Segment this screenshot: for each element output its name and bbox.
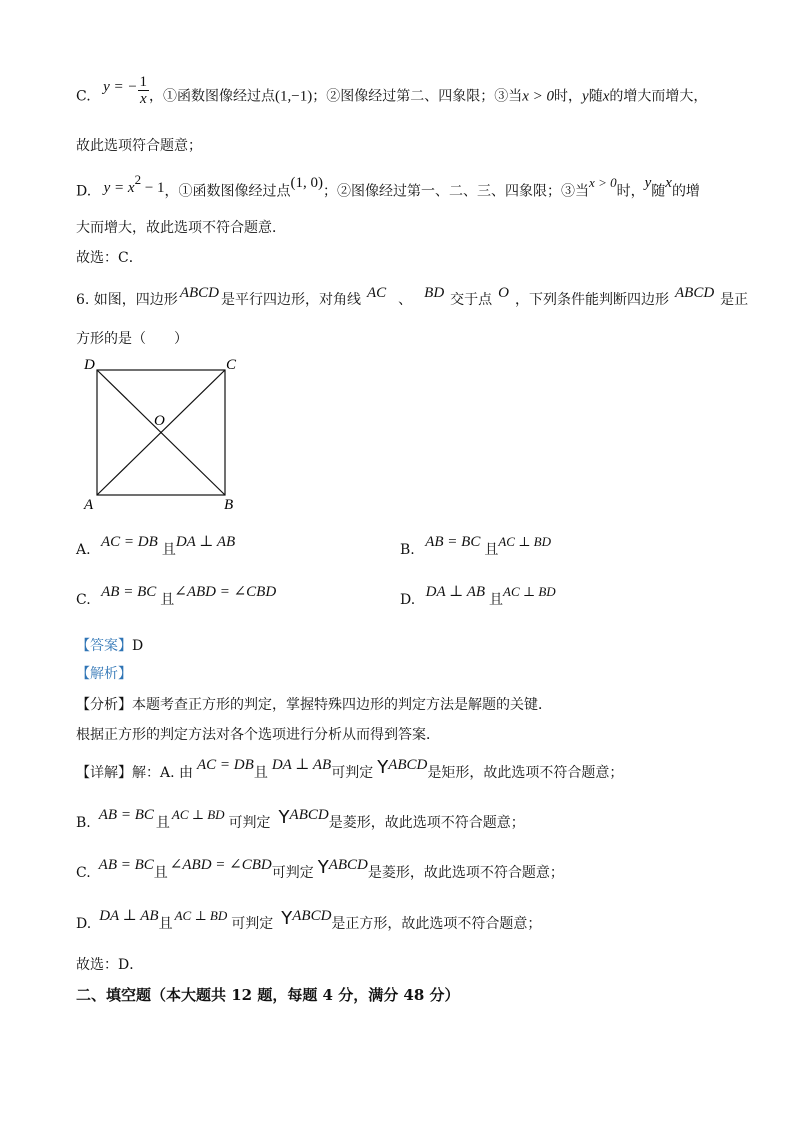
text: ；②图像经过第二、四象限；③当 xyxy=(312,88,523,105)
math-point: (1, 0) xyxy=(290,174,324,191)
detail-c: C. AB = BC且 ∠ABD = ∠CBD可判定 YABCD是菱形，故此选项不符合题意； xyxy=(76,857,564,881)
vertex-label-c: C xyxy=(226,357,237,373)
math-condition: x > 0 xyxy=(589,174,617,190)
math-y-eq: y = − xyxy=(103,78,138,95)
option-label: C. xyxy=(76,88,91,105)
vertex-label-d: D xyxy=(84,357,95,373)
option-label: D. xyxy=(400,592,416,608)
choose-line-1: 故选：C． xyxy=(76,250,143,266)
math-point: (1,−1) xyxy=(275,88,313,105)
answer-tag: 【答案】 xyxy=(76,638,132,654)
option-d: D. DA ⊥ AB 且AC ⊥ BD xyxy=(400,584,556,608)
option-d-line: D. $y = x^2 - 1$，①函数图像经过点(1, 0)；②图像经过第一、二、三、四象限；③当x > 0时，y随x的增 xyxy=(76,172,700,200)
option-b: B. AB = BC 且AC ⊥ BD xyxy=(400,534,551,558)
option-c-line: C. y = − $\frac{1}{x}$ ，①函数图像经过点(1,−1)；②图像经过第二、四象限；③当x > 0时，y随x的增大而增大， xyxy=(76,74,708,107)
analysis-summary: 【分析】本题考查正方形的判定，掌握特殊四边形的判定方法是解题的关键． xyxy=(76,697,552,713)
math-condition: x > 0 xyxy=(522,88,555,105)
choose-line-2: 故选：D． xyxy=(76,957,144,973)
math-y-eq: y = x xyxy=(103,179,135,196)
fraction: $\frac{1}{x}$ xyxy=(139,74,148,107)
option-label: C. xyxy=(76,592,91,608)
answer-line xyxy=(76,636,143,656)
parallelogram-figure xyxy=(78,355,253,515)
vertex-label-b: B xyxy=(224,497,234,513)
parallelogram-symbol: Y xyxy=(377,757,389,778)
parallelogram-symbol: Y xyxy=(317,857,329,878)
detail-a: 【详解】解：A. 由 AC = DB且 DA ⊥ AB可判定 YABCD是矩形，故此选项不符合题意； xyxy=(76,757,624,781)
option-d-continuation: 大而增大，故此选项不符合题意． xyxy=(76,220,286,236)
parallelogram-symbol: Y xyxy=(281,908,293,929)
answer-value: D xyxy=(132,638,144,654)
option-c: C. AB = BC 且∠ABD = ∠CBD xyxy=(76,584,277,608)
option-c-continuation: 故此选项符合题意； xyxy=(76,138,202,154)
center-label-o: O xyxy=(154,413,165,429)
parallelogram-symbol: Y xyxy=(278,807,290,828)
analysis-tag: 【解析】 xyxy=(76,666,132,682)
text: 时， xyxy=(554,88,583,105)
option-label: B. xyxy=(400,542,415,558)
detail-b: B. AB = BC 且AC ⊥ BD可判定 YABCD是菱形，故此选项不符合题意； xyxy=(76,807,525,831)
option-a: A. AC = DB 且DA ⊥ AB xyxy=(76,534,236,558)
analysis-method: 根据正方形的判定方法对各个选项进行分析从而得到答案． xyxy=(76,727,440,743)
option-label: D. xyxy=(76,183,92,200)
text: ，①函数图像经过点 xyxy=(149,88,276,105)
question-6-stem-continuation: 方形的是（ ） xyxy=(76,331,188,347)
section-heading: 二、填空题（本大题共 12 题，每题 4 分，满分 48 分） xyxy=(76,986,460,1004)
option-label: A. xyxy=(76,542,91,558)
vertex-label-a: A xyxy=(84,497,94,513)
detail-d: D. DA ⊥ AB且AC ⊥ BD可判定 YABCD是正方形，故此选项不符合题意； xyxy=(76,908,542,932)
question-6-stem: 6. 如图，四边形 ABCD 是平行四边形，对角线 AC 、 BD 交于点 O ，下列条件能判断四边形 ABCD 是正 xyxy=(76,285,749,308)
